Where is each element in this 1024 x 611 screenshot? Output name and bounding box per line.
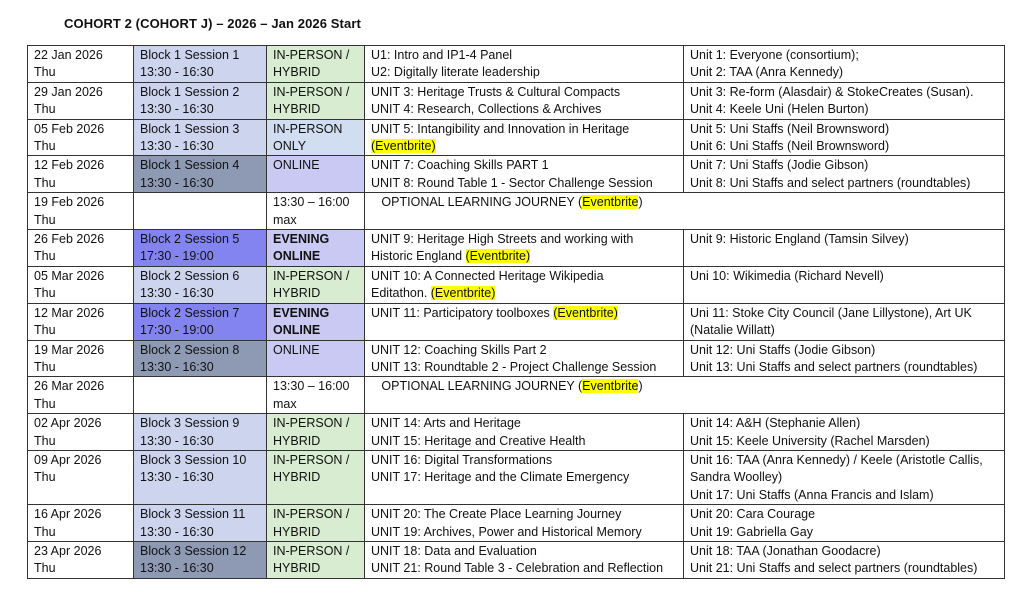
mode-cell: ONLINE — [267, 340, 365, 377]
units-cell: U1: Intro and IP1-4 Panel U2: Digitally literate leadership — [365, 46, 684, 83]
leaders-cell: Unit 20: Cara Courage Unit 19: Gabriella Gay — [684, 505, 1005, 542]
units-cell: UNIT 16: Digital Transformations UNIT 17: Heritage and the Climate Emergency — [365, 450, 684, 504]
empty-session-cell — [134, 377, 267, 414]
table-row — [28, 82, 1005, 119]
table-row — [28, 505, 1005, 542]
paren-close: ) — [638, 379, 643, 394]
date-cell: 12 Mar 2026 Thu — [28, 303, 134, 340]
session-cell: Block 3 Session 12 13:30 - 16:30 — [134, 541, 267, 578]
units-cell — [365, 230, 684, 267]
units-cell: UNIT 12: Coaching Skills Part 2 UNIT 13: Roundtable 2 - Project Challenge Session — [365, 340, 684, 377]
leaders-cell: Uni 11: Stoke City Council (Jane Lillystone), Art UK (Natalie Willatt) — [684, 303, 1005, 340]
session-cell: Block 1 Session 2 13:30 - 16:30 — [134, 82, 267, 119]
units-cell: UNIT 3: Heritage Trusts & Cultural Compacts UNIT 4: Research, Collections & Archives — [365, 82, 684, 119]
eventbrite-link[interactable]: Eventbrite — [582, 195, 639, 210]
table-row — [28, 303, 1005, 340]
units-text: UNIT 11: Participatory toolboxes — [371, 305, 554, 320]
leaders-cell: Unit 18: TAA (Jonathan Goodacre) Unit 21: Uni Staffs and select partners (roundtables) — [684, 541, 1005, 578]
units-cell: UNIT 14: Arts and Heritage UNIT 15: Heritage and Creative Health — [365, 414, 684, 451]
units-cell — [365, 303, 684, 340]
table-row — [28, 541, 1005, 578]
table-row — [28, 46, 1005, 83]
mode-cell: IN-PERSON / HYBRID — [267, 46, 365, 83]
table-row — [28, 193, 1005, 230]
time-cell: 13:30 – 16:00 max — [267, 377, 365, 414]
document-title: COHORT 2 (COHORT J) – 2026 – Jan 2026 Start — [64, 16, 361, 31]
date-cell: 26 Mar 2026 Thu — [28, 377, 134, 414]
table-row — [28, 119, 1005, 156]
eventbrite-link[interactable]: (Eventbrite) — [430, 286, 496, 301]
eventbrite-link[interactable]: (Eventbrite) — [371, 139, 436, 154]
optional-journey-text: OPTIONAL LEARNING JOURNEY ( — [381, 195, 583, 210]
session-cell: Block 1 Session 3 13:30 - 16:30 — [134, 119, 267, 156]
date-cell: 29 Jan 2026 Thu — [28, 82, 134, 119]
mode-cell: IN-PERSON / HYBRID — [267, 82, 365, 119]
session-cell: Block 1 Session 4 13:30 - 16:30 — [134, 156, 267, 193]
mode-cell: IN-PERSON / HYBRID — [267, 414, 365, 451]
leaders-cell: Unit 3: Re-form (Alasdair) & StokeCreates (Susan). Unit 4: Keele Uni (Helen Burton) — [684, 82, 1005, 119]
table-row — [28, 414, 1005, 451]
session-cell: Block 3 Session 9 13:30 - 16:30 — [134, 414, 267, 451]
leaders-cell: Unit 16: TAA (Anra Kennedy) / Keele (Aristotle Callis, Sandra Woolley) Unit 17: Uni Staffs (Anna Francis and Islam) — [684, 450, 1005, 504]
table-row — [28, 377, 1005, 414]
date-cell: 02 Apr 2026 Thu — [28, 414, 134, 451]
optional-journey-text: OPTIONAL LEARNING JOURNEY ( — [381, 379, 583, 394]
units-text: UNIT 10: A Connected Heritage Wikipedia Editathon. — [371, 268, 604, 301]
units-text: UNIT 5: Intangibility and Innovation in Heritage — [371, 121, 630, 136]
mode-cell: EVENING ONLINE — [267, 303, 365, 340]
date-cell: 05 Mar 2026 Thu — [28, 266, 134, 303]
session-cell: Block 2 Session 8 13:30 - 16:30 — [134, 340, 267, 377]
date-cell: 22 Jan 2026 Thu — [28, 46, 134, 83]
session-cell: Block 2 Session 7 17:30 - 19:00 — [134, 303, 267, 340]
date-cell: 05 Feb 2026 Thu — [28, 119, 134, 156]
mode-cell: IN-PERSON / HYBRID — [267, 450, 365, 504]
eventbrite-link[interactable]: Eventbrite — [582, 379, 639, 394]
optional-journey-cell — [365, 377, 1005, 414]
date-cell: 09 Apr 2026 Thu — [28, 450, 134, 504]
leaders-cell: Unit 12: Uni Staffs (Jodie Gibson) Unit 13: Uni Staffs and select partners (roundtables) — [684, 340, 1005, 377]
mode-cell: EVENING ONLINE — [267, 230, 365, 267]
units-cell: UNIT 18: Data and Evaluation UNIT 21: Round Table 3 - Celebration and Reflection — [365, 541, 684, 578]
table-row — [28, 340, 1005, 377]
mode-cell: IN-PERSON ONLY — [267, 119, 365, 156]
leaders-cell: Unit 7: Uni Staffs (Jodie Gibson) Unit 8: Uni Staffs and select partners (roundtables) — [684, 156, 1005, 193]
table-row — [28, 230, 1005, 267]
leaders-mark: ; — [855, 48, 859, 62]
session-cell: Block 2 Session 6 13:30 - 16:30 — [134, 266, 267, 303]
paren-close: ) — [638, 195, 643, 210]
table-row — [28, 156, 1005, 193]
date-cell: 23 Apr 2026 Thu — [28, 541, 134, 578]
eventbrite-link[interactable]: (Eventbrite) — [553, 305, 618, 320]
date-cell: 19 Mar 2026 Thu — [28, 340, 134, 377]
leaders-cell: Unit 9: Historic England (Tamsin Silvey) — [684, 230, 1005, 267]
eventbrite-link[interactable]: (Eventbrite) — [465, 249, 531, 264]
units-cell: UNIT 7: Coaching Skills PART 1 UNIT 8: Round Table 1 - Sector Challenge Session — [365, 156, 684, 193]
units-text: UNIT 9: Heritage High Streets and working with Historic England — [371, 232, 634, 264]
leaders-cell — [684, 46, 1005, 83]
mode-cell: IN-PERSON / HYBRID — [267, 541, 365, 578]
optional-journey-cell — [365, 193, 1005, 230]
empty-session-cell — [134, 193, 267, 230]
leaders-cell: Unit 5: Uni Staffs (Neil Brownsword) Unit 6: Uni Staffs (Neil Brownsword) — [684, 119, 1005, 156]
leaders-text: Unit 1: Everyone (consortium) — [690, 48, 856, 62]
mode-cell: IN-PERSON / HYBRID — [267, 266, 365, 303]
units-cell — [365, 266, 684, 303]
mode-cell: IN-PERSON / HYBRID — [267, 505, 365, 542]
leaders-text: Unit 2: TAA (Anra Kennedy) — [690, 65, 844, 80]
date-cell: 26 Feb 2026 Thu — [28, 230, 134, 267]
units-cell: UNIT 20: The Create Place Learning Journey UNIT 19: Archives, Power and Historical Memory — [365, 505, 684, 542]
time-cell: 13:30 – 16:00 max — [267, 193, 365, 230]
table-row — [28, 266, 1005, 303]
schedule-table — [27, 45, 1005, 579]
table-row — [28, 450, 1005, 504]
session-cell: Block 1 Session 1 13:30 - 16:30 — [134, 46, 267, 83]
session-cell: Block 3 Session 10 13:30 - 16:30 — [134, 450, 267, 504]
session-cell: Block 3 Session 11 13:30 - 16:30 — [134, 505, 267, 542]
units-cell — [365, 119, 684, 156]
leaders-cell: Uni 10: Wikimedia (Richard Nevell) — [684, 266, 1005, 303]
leaders-cell: Unit 14: A&H (Stephanie Allen) Unit 15: Keele University (Rachel Marsden) — [684, 414, 1005, 451]
date-cell: 19 Feb 2026 Thu — [28, 193, 134, 230]
session-cell: Block 2 Session 5 17:30 - 19:00 — [134, 230, 267, 267]
mode-cell: ONLINE — [267, 156, 365, 193]
date-cell: 12 Feb 2026 Thu — [28, 156, 134, 193]
date-cell: 16 Apr 2026 Thu — [28, 505, 134, 542]
